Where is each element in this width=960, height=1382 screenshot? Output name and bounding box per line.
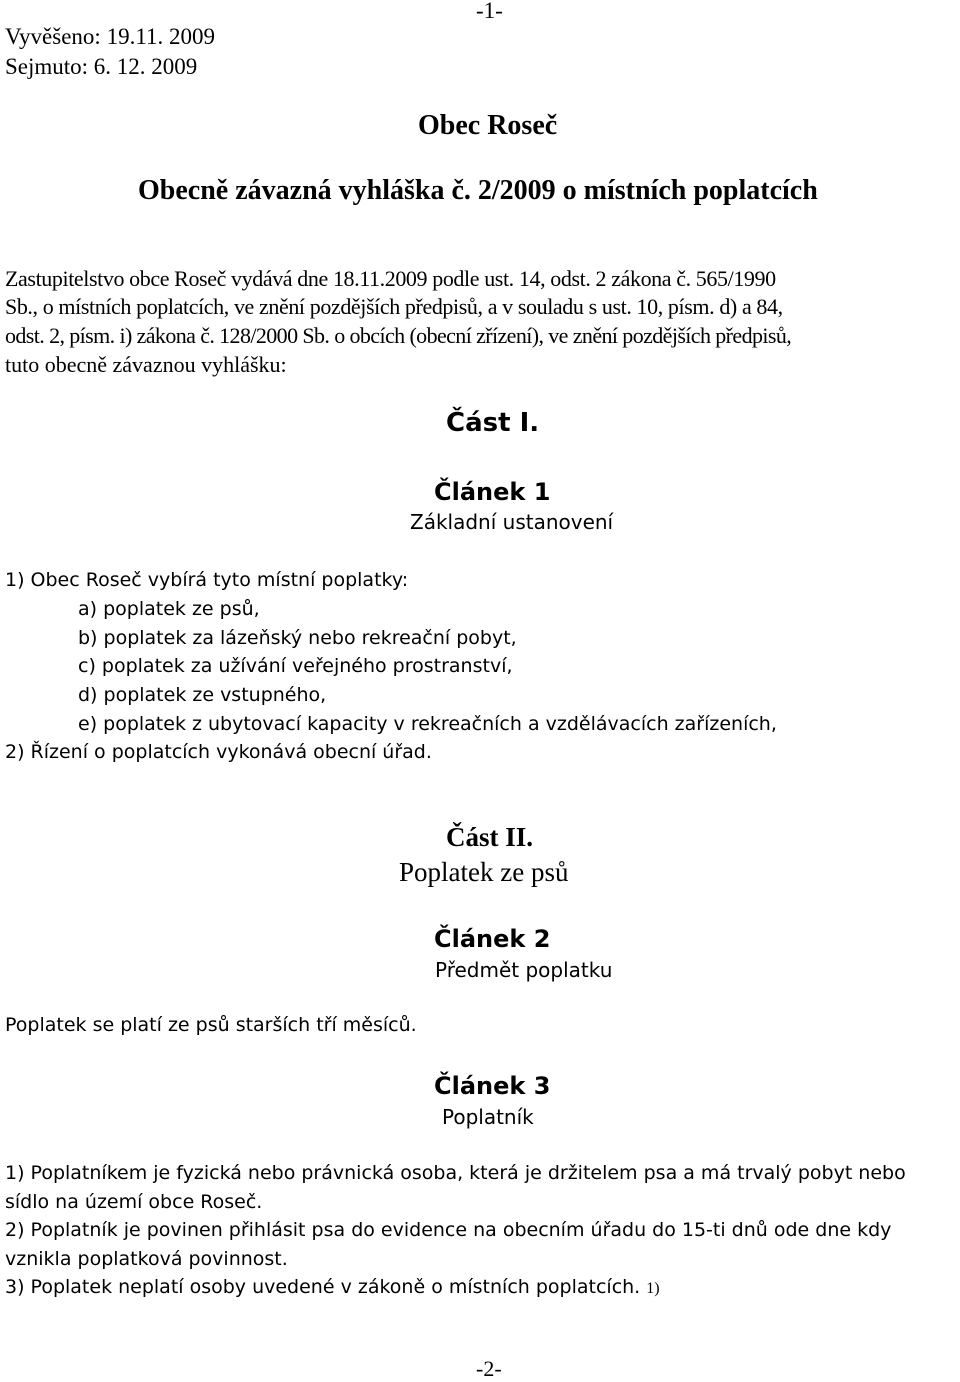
list-item: a) poplatek ze psů, xyxy=(78,598,260,620)
part-2-heading: Část II. xyxy=(446,822,534,852)
preamble-line: Sb., o místních poplatcích, ve znění pozdějších předpisů, a v souladu s ust. 10, písm. d) a 84, xyxy=(5,294,783,319)
list-item: d) poplatek ze vstupného, xyxy=(78,684,327,706)
article-3-line: sídlo na území obce Roseč. xyxy=(5,1191,263,1213)
preamble-line: tuto obecně závaznou vyhlášku: xyxy=(5,352,287,377)
page-number-top: -1- xyxy=(476,0,503,23)
preamble-line: odst. 2, písm. i) zákona č. 128/2000 Sb. o obcích (obecní zřízení), ve znění pozdějších předpisů, xyxy=(5,323,792,348)
footnote-reference: 1) xyxy=(646,1280,660,1297)
part-2-subtitle: Poplatek ze psů xyxy=(399,857,569,887)
article-3-line: vznikla poplatková povinnost. xyxy=(5,1248,288,1270)
article-2-subtitle: Předmět poplatku xyxy=(435,958,613,982)
page-number-bottom: -2- xyxy=(476,1356,502,1381)
removed-date: Sejmuto: 6. 12. 2009 xyxy=(5,54,198,79)
article-3-subtitle: Poplatník xyxy=(442,1105,534,1129)
list-item: c) poplatek za užívání veřejného prostranství, xyxy=(78,655,513,677)
part-1-heading: Část I. xyxy=(446,408,540,438)
article-3-line: 1) Poplatníkem je fyzická nebo právnická osoba, která je držitelem psa a má trvalý pobyt nebo xyxy=(5,1162,906,1184)
article-3-heading: Článek 3 xyxy=(434,1072,551,1100)
article-3-line: 2) Poplatník je povinen přihlásit psa do evidence na obecním úřadu do 15-ti dnů ode dne kdy xyxy=(5,1219,892,1241)
article-2-heading: Článek 2 xyxy=(434,925,551,953)
preamble-line: Zastupitelstvo obce Roseč vydává dne 18.11.2009 podle ust. 14, odst. 2 zákona č. 565/1990 xyxy=(5,266,776,291)
decree-title: Obecně závazná vyhláška č. 2/2009 o místních poplatcích xyxy=(138,175,818,206)
list-item: b) poplatek za lázeňský nebo rekreační pobyt, xyxy=(78,627,517,649)
posted-date: Vyvěšeno: 19.11. 2009 xyxy=(5,24,215,49)
article-3-line xyxy=(5,1276,660,1298)
article-3-point-3: 3) Poplatek neplatí osoby uvedené v zákoně o místních poplatcích. xyxy=(5,1276,641,1298)
article-1-point-2: 2) Řízení o poplatcích vykonává obecní úřad. xyxy=(5,741,432,763)
article-1-subtitle: Základní ustanovení xyxy=(410,510,614,534)
municipality-title: Obec Roseč xyxy=(418,110,558,141)
fee-list-intro: 1) Obec Roseč vybírá tyto místní poplatky: xyxy=(5,569,409,591)
article-2-text: Poplatek se platí ze psů starších tří měsíců. xyxy=(5,1014,417,1036)
list-item: e) poplatek z ubytovací kapacity v rekreačních a vzdělávacích zařízeních, xyxy=(78,713,777,735)
article-1-heading: Článek 1 xyxy=(434,478,551,506)
